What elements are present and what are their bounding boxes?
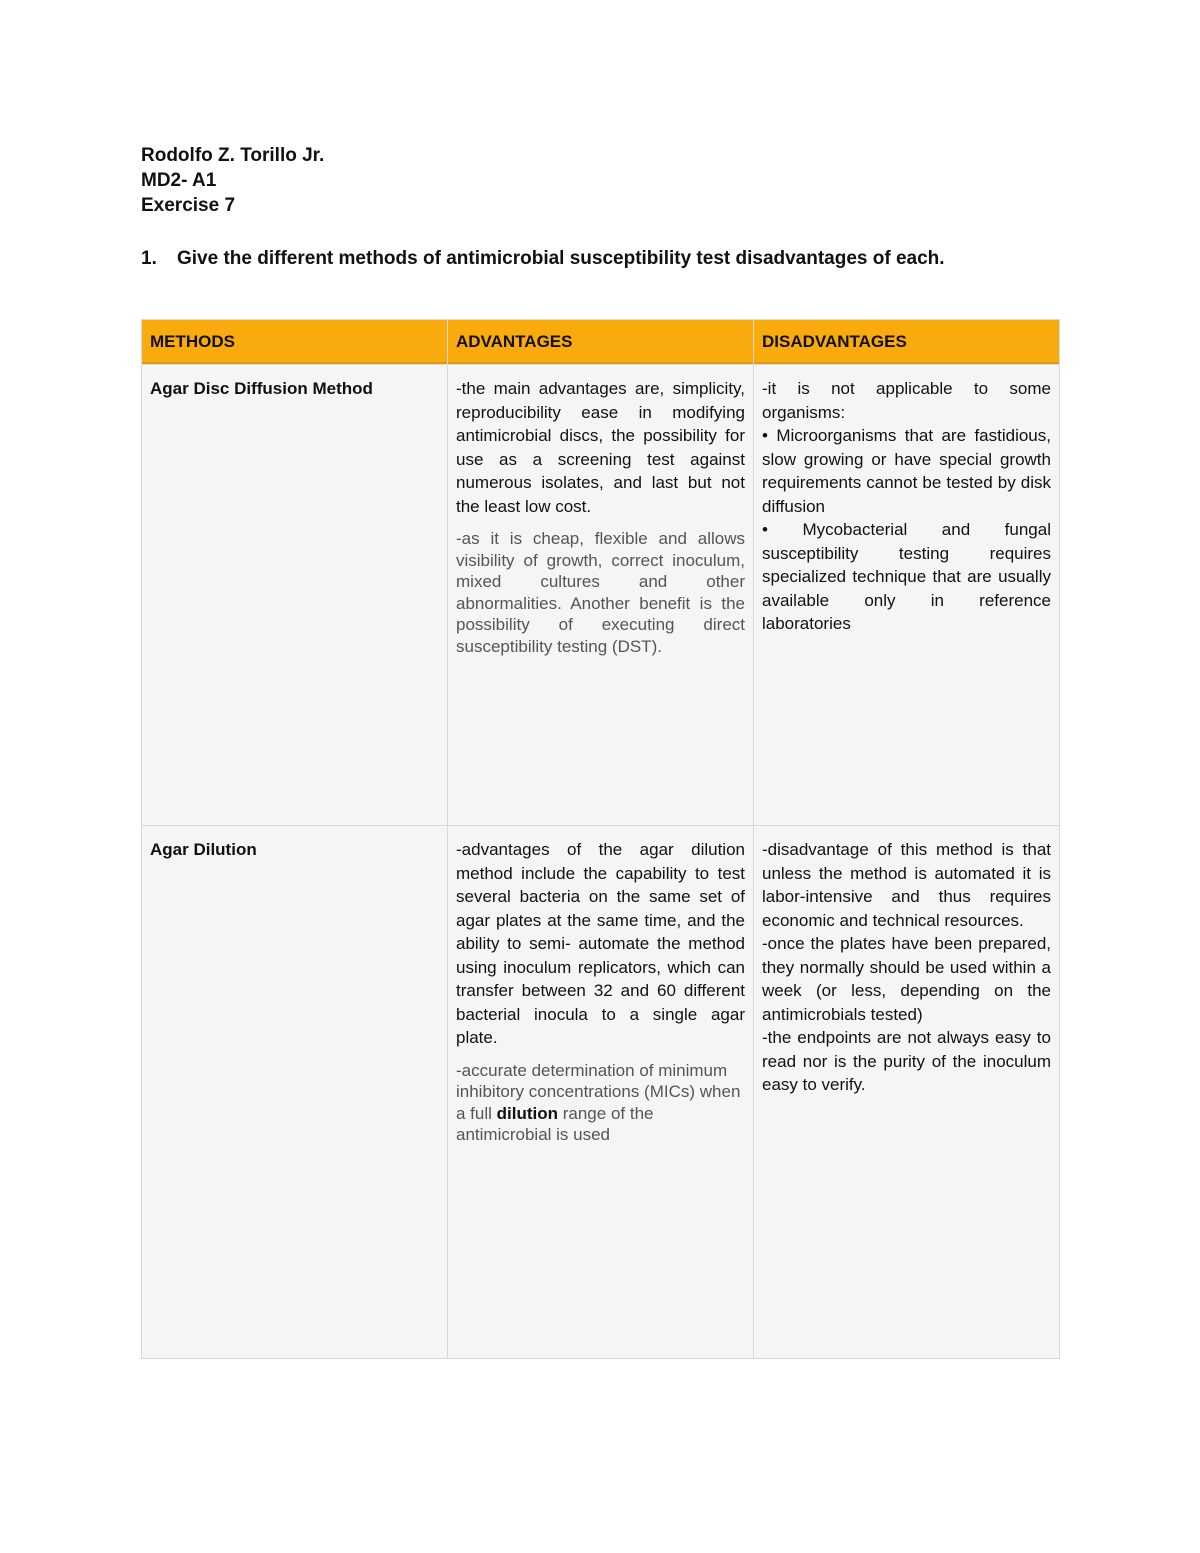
student-name: Rodolfo Z. Torillo Jr. bbox=[141, 145, 325, 166]
advantages-cell bbox=[448, 826, 754, 1359]
advantage-bold-term: dilution bbox=[496, 1103, 559, 1123]
method-name: Agar Dilution bbox=[150, 840, 257, 859]
advantage-paragraph: -the main advantages are, simplicity, reproducibility ease in modifying antimicrobial discs, the possibility for use as a screening test against numerous isolates, and last but not the least low cost. bbox=[456, 379, 745, 516]
disadvantages-cell bbox=[754, 365, 1060, 826]
advantage-text: -accurate determination of minimum inhibitory concentrations (MICs) when a full bbox=[456, 1060, 741, 1123]
table-row bbox=[142, 826, 1060, 1359]
disadvantage-bullet: • Microorganisms that are fastidious, slow growing or have special growth requirements cannot be tested by disk diffusion bbox=[762, 426, 1051, 516]
document-header bbox=[141, 143, 324, 218]
advantage-text: range of the antimicrobial is used bbox=[456, 1103, 654, 1144]
disadvantage-bullet: • Mycobacterial and fungal susceptibility testing requires specialized technique that are usually available only in reference laboratories bbox=[762, 520, 1051, 633]
question-text: Give the different methods of antimicrobial susceptibility test disadvantages of each. bbox=[177, 248, 945, 269]
advantages-cell bbox=[448, 365, 754, 826]
disadvantage-paragraph: -it is not applicable to some organisms: bbox=[762, 379, 1051, 422]
header-methods: METHODS bbox=[142, 320, 448, 365]
method-cell bbox=[142, 826, 448, 1359]
methods-table bbox=[141, 319, 1060, 1359]
header-advantages: ADVANTAGES bbox=[448, 320, 754, 365]
advantage-paragraph: -as it is cheap, flexible and allows visibility of growth, correct inoculum, mixed cultures and other abnormalities. Another benefit is the possibility of executing direct susceptibility testing (DST). bbox=[456, 529, 745, 656]
disadvantage-paragraph: -once the plates have been prepared, they normally should be used within a week (or less, depending on the antimicrobials tested) bbox=[762, 934, 1051, 1024]
table-header-row bbox=[142, 320, 1060, 365]
student-section: MD2- A1 bbox=[141, 170, 217, 191]
disadvantages-cell bbox=[754, 826, 1060, 1359]
exercise-title: Exercise 7 bbox=[141, 195, 236, 216]
header-disadvantages: DISADVANTAGES bbox=[754, 320, 1060, 365]
disadvantage-paragraph: -the endpoints are not always easy to read nor is the purity of the inoculum easy to verify. bbox=[762, 1028, 1051, 1094]
advantage-paragraph: -advantages of the agar dilution method include the capability to test several bacteria on the same set of agar plates at the same time, and the ability to semi- automate the method using inoculum replicators, which can transfer between 32 and 60 different bacterial inocula to a single agar plate. bbox=[456, 840, 745, 1047]
question-1 bbox=[141, 246, 945, 271]
method-name: Agar Disc Diffusion Method bbox=[150, 379, 373, 398]
method-cell bbox=[142, 365, 448, 826]
disadvantage-paragraph: -disadvantage of this method is that unless the method is automated it is labor-intensive and thus requires economic and technical resources. bbox=[762, 840, 1051, 930]
question-number: 1. bbox=[141, 248, 157, 269]
advantage-paragraph-pasted bbox=[456, 1060, 745, 1146]
table-row bbox=[142, 365, 1060, 826]
